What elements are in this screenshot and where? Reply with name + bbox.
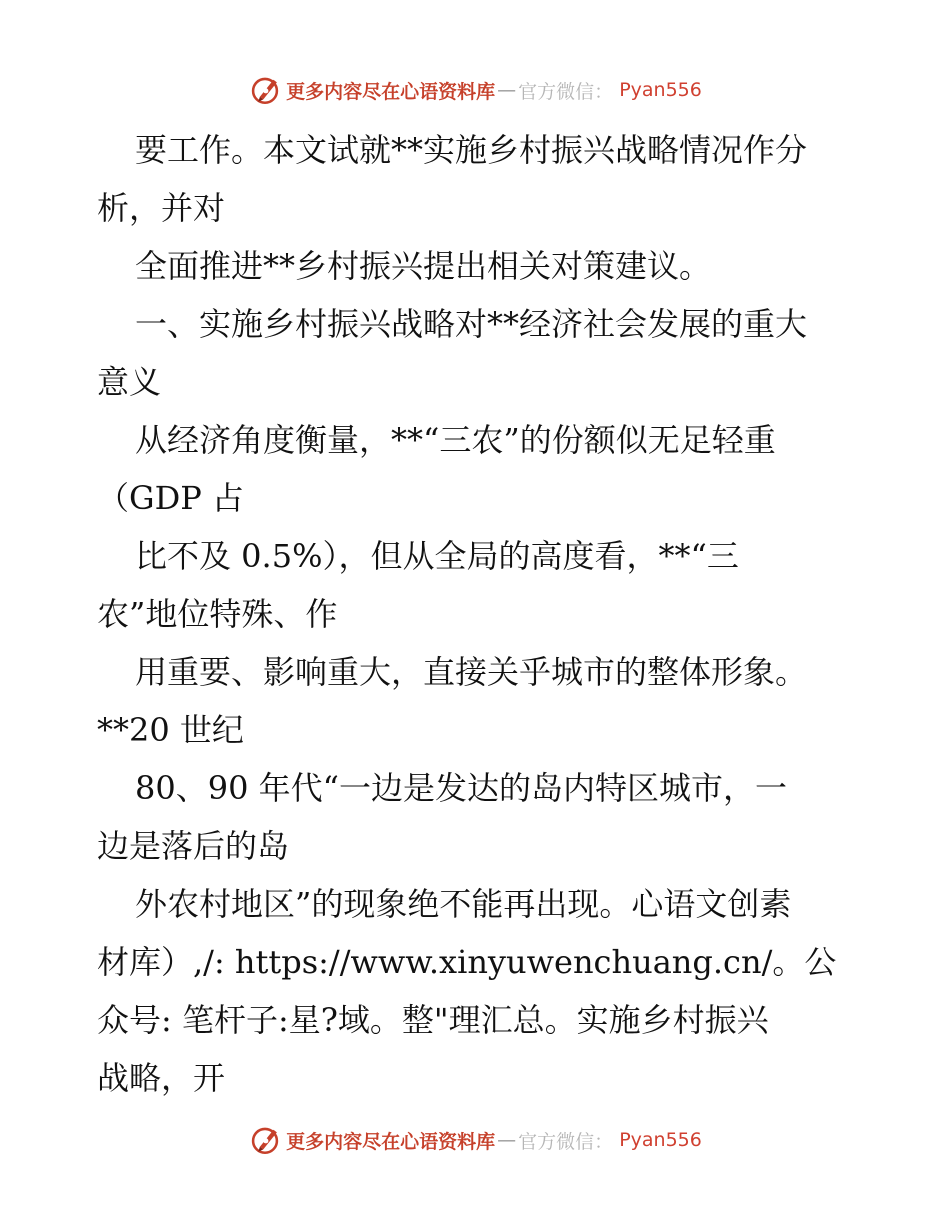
text-line: 从经济角度衡量，**“三农”的份额似无足轻重 [135, 421, 776, 459]
watermark-wechat-id: Pyan556 [619, 1129, 702, 1151]
text-line: 80、90 年代“一边是发达的岛内特区城市，一 [135, 769, 787, 807]
watermark-dash: — [497, 79, 517, 101]
text-line: 析，并对 [97, 189, 226, 227]
text-line: 要工作。本文试就**实施乡村振兴战略情况作分 [135, 131, 808, 169]
text-line: 一、实施乡村振兴战略对**经济社会发展的重大 [135, 305, 808, 343]
text-line: 意义 [97, 363, 162, 401]
pen-logo-icon [248, 73, 282, 107]
watermark-brand: 更多内容尽在心语资料库 [286, 1130, 496, 1153]
text-line: 战略，开 [97, 1059, 226, 1097]
header-watermark [0, 70, 950, 110]
text-line: 边是落后的岛 [97, 827, 290, 865]
text-line: 材库）,/: https://www.xinyuwenchuang.cn/。公 [97, 943, 837, 981]
document-body [97, 121, 857, 1107]
text-line: 全面推进**乡村振兴提出相关对策建议。 [135, 247, 712, 285]
watermark-wechat-id: Pyan556 [619, 79, 702, 101]
watermark-brand: 更多内容尽在心语资料库 [286, 80, 496, 103]
text-line: （GDP 占 [97, 479, 244, 517]
text-line: 外农村地区”的现象绝不能再出现。心语文创素 [135, 885, 792, 923]
text-line: 用重要、影响重大，直接关乎城市的整体形象。 [135, 653, 808, 691]
watermark-label: 官方微信： [518, 80, 614, 103]
text-line: 众号: 笔杆子:星?域。整"理汇总。实施乡村振兴 [97, 1001, 769, 1039]
watermark-dash: — [497, 1129, 517, 1151]
watermark-label: 官方微信： [518, 1130, 614, 1153]
text-line: 农”地位特殊、作 [97, 595, 338, 633]
text-line: 比不及 0.5%），但从全局的高度看，**“三 [135, 537, 739, 575]
pen-logo-icon [248, 1123, 282, 1157]
text-line: **20 世纪 [97, 711, 244, 749]
footer-watermark [0, 1120, 950, 1160]
